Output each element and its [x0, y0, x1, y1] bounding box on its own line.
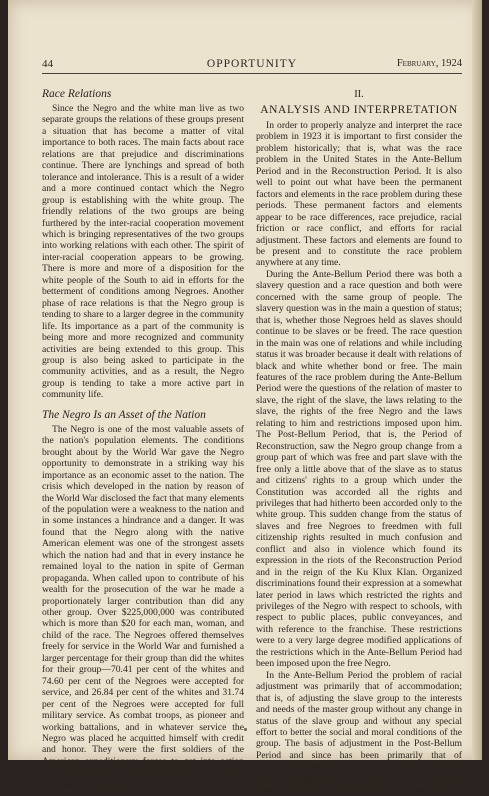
section-heading-race-relations: Race Relations — [42, 88, 112, 100]
page-footer-mark — [244, 728, 247, 731]
paragraph-negro-asset: The Negro is one of the most valuable assets of the nation's population elements. The conditions brought about by the World War gave the Negro opportunity to demonstrate in a striking way his importance as an economic asset to the nation. The crisis which developed in the nation by reason of the World War disclosed the fact that many elements of the population were a weakness to the nation and in some instances a hindrance and a danger. It was found that the Negro along with the native American element was one of the strongest assets which the nation had and that in every instance he remained loyal to the nation in spite of German propaganda. When called upon to contribute of his wealth for the prosecution of the war he made a proportionately larger contribution than did any other group. Over $225,000,000 was contributed which is more than $20 for each man, woman, and child of the race. The Negroes offered themselves freely for service in the World War and furnished a larger percentage for their group than did the whites for their group—70.41 per cent of the whites and 74.60 per cent of the Negroes were accepted for service, and 26.84 per cent of the whites and 31.74 per cent of the Negroes were accepted for full military service. As combat troops, as pioneer and working battalions, and in whatever service the Negro was placed he acquitted himself with credit and honor. They were the first soldiers of the American expeditionary forces to get into action and the first soldiers of the American army to be decorated for bravery. — [42, 423, 244, 790]
section-number: II. — [354, 89, 364, 100]
paragraph-analysis-intro: In order to properly analyze and interpret the race problem in 1923 it is important to first consider the problem historically; that is, what was the race problem in the United States in the Ante-Bellum Period and in the Reconstruction Period. It is also well to point out what have been the permanent factors and elements in the race problem during these periods. These permanent factors and elements appear to be race differences, race prejudice, racial friction or race conflict, and efforts for racial adjustment. These factors and elements are found to be present and to constitute the race problem anywhere at any time. — [256, 120, 462, 269]
paragraph-ante-bellum: During the Ante-Bellum Period there was both a slavery question and a race question and both were concerned with the same group of people. The slavery question was in the main a question of status; that is, whether those Negroes held as slaves should continue to be slaves or be freed. The race question in the main was one of relations and while including status it was broader because it dealt with relations of black and white whether bond or free. The main features of the race problem during the Ante-Bellum Period were the questions of the relation of master to slave, the right of the slave, the laws relating to the slave, the rights of the free Negro and the laws relating to him and restrictions imposed upon him. The Post-Bellum Period, that is, the Period of Reconstruction, saw the Negro group change from a group part of which was free and part slave with the free only a little above that of the slave as to status and citizens' rights to a group which under the Constitution was accorded all the rights and privileges that had hitherto been accorded only to the white group. This sudden change from the status of slaves and free Negroes to freedmen with full citizenship rights resulted in much confusion and conflict and also in violence which found its expression in the riots of the Reconstruction Period and in the reign of the Ku Klux Klan. Organized discriminations found their expression at a somewhat later period in laws which restricted the rights and privileges of the Negro with respect to schools, with respect to public places, public conveyances, and with reference to the franchise. These restrictions were to a very large degree modified applications of the restrictions which in the Ante-Bellum Period had been imposed upon the free Negro. — [256, 268, 462, 670]
left-column — [42, 88, 244, 790]
magazine-page — [8, 0, 482, 796]
right-column — [256, 88, 462, 796]
section-heading-negro-asset: The Negro Is an Asset of the Nation — [42, 408, 206, 421]
page-number: 44 — [42, 58, 53, 70]
paragraph-adjustment: In the Ante-Bellum Period the problem of racial adjustment was primarily that of accommodation; that is, of adjusting the slave group to the interests and needs of the master group without any change in status of the slave group and without any special effort to better the social and moral conditions of the group. The basis of adjustment in the Post-Bellum Period and since has been primarily that of assimilation; that is, to take this group of freedmen and by giving them the opportunity for economic, educational, moral, and religious development to — [256, 669, 462, 796]
issue-date: February, 1924 — [396, 58, 462, 69]
page-binding-edge — [472, 0, 482, 760]
section-title-analysis: ANALYSIS AND INTERPRETATION — [260, 104, 458, 116]
journal-title: OPPORTUNITY — [206, 58, 298, 70]
paragraph-race-relations: Since the Negro and the white man live as two separate groups the relations of these groups present a situation that has become a matter of vital importance to both races. The main facts about race relations are that prejudice and discriminations continue. There are lynchings and spread of both tolerance and intolerance. This is a result of a wider and a more continued contact which the Negro group is establishing with the white group. The friendly relations of the two groups are being furthered by the inter-racial cooperation movement which is bringing representatives of the two groups into working relations with each other. The spirit of inter-racial cooperation appears to be growing. There is more and more of a disposition for the white people of the South to aid in efforts for the betterment of conditions among Negroes. Another phase of race relations is that the Negro group is tending to share to a larger degree in the community life. Its importance as a part of the community is being more and more recognized and community activities are being extended to this group. This group is also being asked to participate in the community activities, and as a result, the Negro group is tending to take a more active part in community life. — [42, 103, 244, 401]
running-header — [42, 57, 462, 74]
